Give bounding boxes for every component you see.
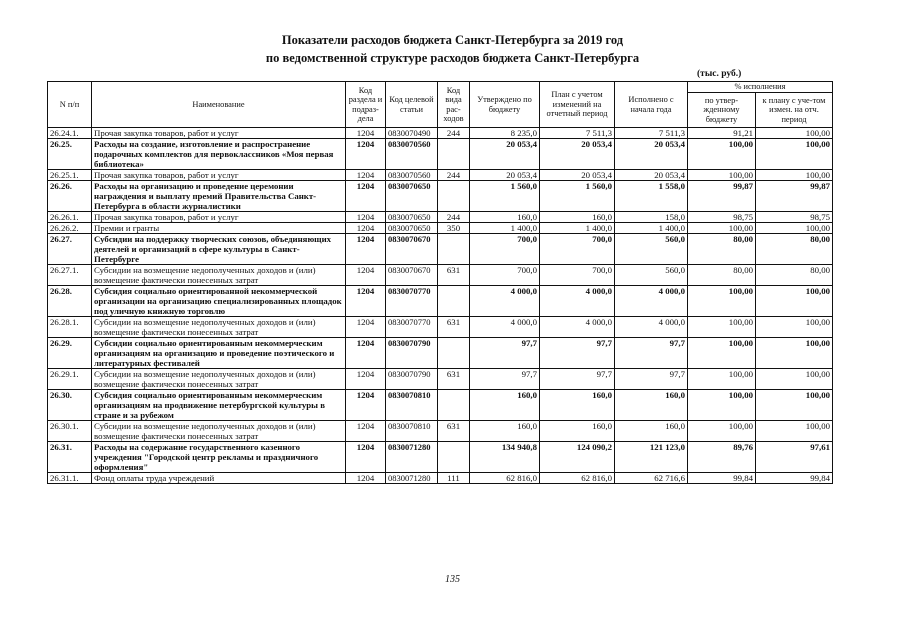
row-approved: 62 816,0 <box>470 473 540 484</box>
row-pct-plan: 80,00 <box>756 234 833 265</box>
row-plan: 124 090,2 <box>540 442 615 473</box>
row-target-code: 0830070810 <box>386 421 438 442</box>
row-executed: 97,7 <box>615 338 688 369</box>
row-plan: 62 816,0 <box>540 473 615 484</box>
row-executed: 7 511,3 <box>615 128 688 139</box>
row-approved: 4 000,0 <box>470 317 540 338</box>
row-type-code <box>438 139 470 170</box>
row-plan: 160,0 <box>540 390 615 421</box>
header-approved: Утверждено по бюджету <box>470 82 540 128</box>
row-section-code: 1204 <box>346 338 386 369</box>
table-row <box>48 139 833 170</box>
row-plan: 160,0 <box>540 421 615 442</box>
table-row <box>48 473 833 484</box>
row-section-code: 1204 <box>346 212 386 223</box>
row-section-code: 1204 <box>346 234 386 265</box>
row-pct-approved: 98,75 <box>688 212 756 223</box>
row-plan: 20 053,4 <box>540 170 615 181</box>
header-pct-group: % исполнения <box>688 82 833 93</box>
row-executed: 20 053,4 <box>615 139 688 170</box>
row-number: 26.29.1. <box>48 369 92 390</box>
row-name: Субсидии на возмещение недополученных доходов и (или) возмещение фактически понесенных затрат <box>92 421 346 442</box>
table-row <box>48 369 833 390</box>
row-target-code: 0830071280 <box>386 442 438 473</box>
row-pct-approved: 100,00 <box>688 286 756 317</box>
row-name: Субсидии на возмещение недополученных доходов и (или) возмещение фактически понесенных затрат <box>92 317 346 338</box>
row-name: Субсидии социально ориентированным некоммерческим организациям на организацию и проведение поэтического и литературных фестивалей <box>92 338 346 369</box>
table-row <box>48 317 833 338</box>
row-number: 26.26.2. <box>48 223 92 234</box>
row-number: 26.28. <box>48 286 92 317</box>
row-target-code: 0830070790 <box>386 338 438 369</box>
row-number: 26.27. <box>48 234 92 265</box>
row-executed: 560,0 <box>615 265 688 286</box>
row-plan: 1 400,0 <box>540 223 615 234</box>
row-section-code: 1204 <box>346 223 386 234</box>
row-pct-approved: 99,84 <box>688 473 756 484</box>
budget-table <box>47 81 833 484</box>
table-row <box>48 212 833 223</box>
row-name: Субсидии на возмещение недополученных доходов и (или) возмещение фактически понесенных затрат <box>92 369 346 390</box>
row-number: 26.26.1. <box>48 212 92 223</box>
row-approved: 134 940,8 <box>470 442 540 473</box>
row-pct-approved: 99,87 <box>688 181 756 212</box>
row-section-code: 1204 <box>346 286 386 317</box>
row-executed: 20 053,4 <box>615 170 688 181</box>
row-type-code: 111 <box>438 473 470 484</box>
row-approved: 4 000,0 <box>470 286 540 317</box>
row-section-code: 1204 <box>346 421 386 442</box>
table-row <box>48 442 833 473</box>
row-name: Субсидия социально ориентированным некоммерческим организациям на продвижение петербургской культуры в стране и за рубежом <box>92 390 346 421</box>
row-pct-plan: 100,00 <box>756 390 833 421</box>
row-pct-plan: 100,00 <box>756 338 833 369</box>
row-name: Фонд оплаты труда учреждений <box>92 473 346 484</box>
row-executed: 97,7 <box>615 369 688 390</box>
table-row <box>48 265 833 286</box>
row-plan: 700,0 <box>540 265 615 286</box>
row-type-code: 244 <box>438 212 470 223</box>
row-pct-approved: 100,00 <box>688 223 756 234</box>
row-name: Субсидии на возмещение недополученных доходов и (или) возмещение фактически понесенных затрат <box>92 265 346 286</box>
row-plan: 97,7 <box>540 338 615 369</box>
row-type-code <box>438 390 470 421</box>
row-type-code: 631 <box>438 369 470 390</box>
row-type-code: 631 <box>438 265 470 286</box>
row-type-code: 350 <box>438 223 470 234</box>
row-plan: 160,0 <box>540 212 615 223</box>
row-type-code <box>438 338 470 369</box>
row-section-code: 1204 <box>346 317 386 338</box>
row-plan: 4 000,0 <box>540 286 615 317</box>
header-pct-approved: по утвер-жденному бюджету <box>688 93 756 128</box>
row-plan: 97,7 <box>540 369 615 390</box>
row-target-code: 0830071280 <box>386 473 438 484</box>
row-approved: 20 053,4 <box>470 170 540 181</box>
row-name: Расходы на содержание государственного казенного учреждения "Городской центр рекламы и праздничного оформления" <box>92 442 346 473</box>
row-type-code: 244 <box>438 128 470 139</box>
row-target-code: 0830070670 <box>386 265 438 286</box>
header-row <box>48 82 833 93</box>
row-section-code: 1204 <box>346 181 386 212</box>
row-name: Премии и гранты <box>92 223 346 234</box>
row-type-code <box>438 234 470 265</box>
row-type-code <box>438 181 470 212</box>
header-pct-plan: к плану с уче-том измен. на отч. период <box>756 93 833 128</box>
row-section-code: 1204 <box>346 170 386 181</box>
row-approved: 8 235,0 <box>470 128 540 139</box>
row-approved: 160,0 <box>470 421 540 442</box>
row-approved: 97,7 <box>470 338 540 369</box>
row-section-code: 1204 <box>346 265 386 286</box>
row-target-code: 0830070670 <box>386 234 438 265</box>
row-executed: 62 716,6 <box>615 473 688 484</box>
table-row <box>48 128 833 139</box>
row-approved: 1 560,0 <box>470 181 540 212</box>
row-section-code: 1204 <box>346 369 386 390</box>
row-type-code <box>438 442 470 473</box>
row-plan: 20 053,4 <box>540 139 615 170</box>
row-pct-approved: 100,00 <box>688 338 756 369</box>
row-pct-approved: 100,00 <box>688 369 756 390</box>
row-target-code: 0830070770 <box>386 286 438 317</box>
row-pct-approved: 100,00 <box>688 390 756 421</box>
row-pct-plan: 100,00 <box>756 139 833 170</box>
row-approved: 700,0 <box>470 265 540 286</box>
row-executed: 1 558,0 <box>615 181 688 212</box>
row-type-code: 631 <box>438 421 470 442</box>
row-section-code: 1204 <box>346 473 386 484</box>
row-number: 26.31.1. <box>48 473 92 484</box>
table-row <box>48 223 833 234</box>
header-type-code: Код вида рас-ходов <box>438 82 470 128</box>
row-name: Субсидия социально ориентированной некоммерческой организации на организацию специализированных площадок под уличную книжную торговлю <box>92 286 346 317</box>
row-number: 26.27.1. <box>48 265 92 286</box>
table-row <box>48 234 833 265</box>
row-number: 26.31. <box>48 442 92 473</box>
row-pct-approved: 89,76 <box>688 442 756 473</box>
row-type-code: 244 <box>438 170 470 181</box>
row-pct-plan: 97,61 <box>756 442 833 473</box>
row-pct-approved: 80,00 <box>688 265 756 286</box>
row-pct-plan: 100,00 <box>756 223 833 234</box>
row-pct-approved: 100,00 <box>688 139 756 170</box>
row-plan: 7 511,3 <box>540 128 615 139</box>
row-pct-plan: 100,00 <box>756 421 833 442</box>
table-row <box>48 170 833 181</box>
row-plan: 700,0 <box>540 234 615 265</box>
header-executed: Исполнено с начала года <box>615 82 688 128</box>
row-number: 26.25.1. <box>48 170 92 181</box>
row-target-code: 0830070650 <box>386 181 438 212</box>
row-pct-approved: 100,00 <box>688 421 756 442</box>
row-pct-plan: 100,00 <box>756 286 833 317</box>
row-plan: 4 000,0 <box>540 317 615 338</box>
row-target-code: 0830070810 <box>386 390 438 421</box>
row-executed: 121 123,0 <box>615 442 688 473</box>
row-pct-plan: 99,87 <box>756 181 833 212</box>
row-target-code: 0830070770 <box>386 317 438 338</box>
row-type-code: 631 <box>438 317 470 338</box>
row-pct-plan: 80,00 <box>756 265 833 286</box>
row-approved: 700,0 <box>470 234 540 265</box>
row-number: 26.29. <box>48 338 92 369</box>
row-target-code: 0830070650 <box>386 223 438 234</box>
row-pct-plan: 98,75 <box>756 212 833 223</box>
row-target-code: 0830070560 <box>386 170 438 181</box>
row-name: Прочая закупка товаров, работ и услуг <box>92 212 346 223</box>
row-number: 26.25. <box>48 139 92 170</box>
row-approved: 160,0 <box>470 212 540 223</box>
header-plan: План с учетом изменений на отчетный период <box>540 82 615 128</box>
document-title-line2: по ведомственной структуре расходов бюджета Санкт-Петербурга <box>265 51 640 65</box>
row-approved: 160,0 <box>470 390 540 421</box>
table-body <box>48 128 833 484</box>
row-number: 26.26. <box>48 181 92 212</box>
row-target-code: 0830070490 <box>386 128 438 139</box>
row-approved: 97,7 <box>470 369 540 390</box>
row-number: 26.30.1. <box>48 421 92 442</box>
row-section-code: 1204 <box>346 442 386 473</box>
row-name: Расходы на организацию и проведение церемонии награждения и выплату премий Правительства Санкт-Петербурга в области журналистики <box>92 181 346 212</box>
row-name: Расходы на создание, изготовление и распространение подарочных комплектов для первоклассников «Моя первая библиотека» <box>92 139 346 170</box>
row-name: Прочая закупка товаров, работ и услуг <box>92 170 346 181</box>
row-section-code: 1204 <box>346 128 386 139</box>
units-label: (тыс. руб.) <box>697 69 742 79</box>
row-approved: 20 053,4 <box>470 139 540 170</box>
row-pct-approved: 80,00 <box>688 234 756 265</box>
table-row <box>48 286 833 317</box>
row-approved: 1 400,0 <box>470 223 540 234</box>
row-section-code: 1204 <box>346 390 386 421</box>
table-row <box>48 181 833 212</box>
row-executed: 158,0 <box>615 212 688 223</box>
row-pct-approved: 100,00 <box>688 170 756 181</box>
row-number: 26.30. <box>48 390 92 421</box>
row-executed: 160,0 <box>615 421 688 442</box>
header-target-code: Код целевой статьи <box>386 82 438 128</box>
row-number: 26.24.1. <box>48 128 92 139</box>
row-executed: 4 000,0 <box>615 286 688 317</box>
row-pct-approved: 91,21 <box>688 128 756 139</box>
row-pct-plan: 99,84 <box>756 473 833 484</box>
row-pct-plan: 100,00 <box>756 317 833 338</box>
row-plan: 1 560,0 <box>540 181 615 212</box>
row-target-code: 0830070790 <box>386 369 438 390</box>
row-executed: 160,0 <box>615 390 688 421</box>
header-num: N п/п <box>48 82 92 128</box>
table-row <box>48 421 833 442</box>
table-row <box>48 338 833 369</box>
row-number: 26.28.1. <box>48 317 92 338</box>
row-name: Прочая закупка товаров, работ и услуг <box>92 128 346 139</box>
row-type-code <box>438 286 470 317</box>
table-row <box>48 390 833 421</box>
row-executed: 560,0 <box>615 234 688 265</box>
row-pct-plan: 100,00 <box>756 128 833 139</box>
header-section-code: Код раздела и подраз-дела <box>346 82 386 128</box>
row-executed: 1 400,0 <box>615 223 688 234</box>
header-name: Наименование <box>92 82 346 128</box>
row-pct-plan: 100,00 <box>756 170 833 181</box>
row-target-code: 0830070650 <box>386 212 438 223</box>
row-section-code: 1204 <box>346 139 386 170</box>
row-pct-approved: 100,00 <box>688 317 756 338</box>
row-pct-plan: 100,00 <box>756 369 833 390</box>
document-title-line1: Показатели расходов бюджета Санкт-Петербурга за 2019 год <box>281 33 624 47</box>
row-name: Субсидии на поддержку творческих союзов, объединяющих деятелей и организаций в сфере культуры в Санкт-Петербурге <box>92 234 346 265</box>
row-target-code: 0830070560 <box>386 139 438 170</box>
row-executed: 4 000,0 <box>615 317 688 338</box>
page-number: 135 <box>445 574 460 585</box>
